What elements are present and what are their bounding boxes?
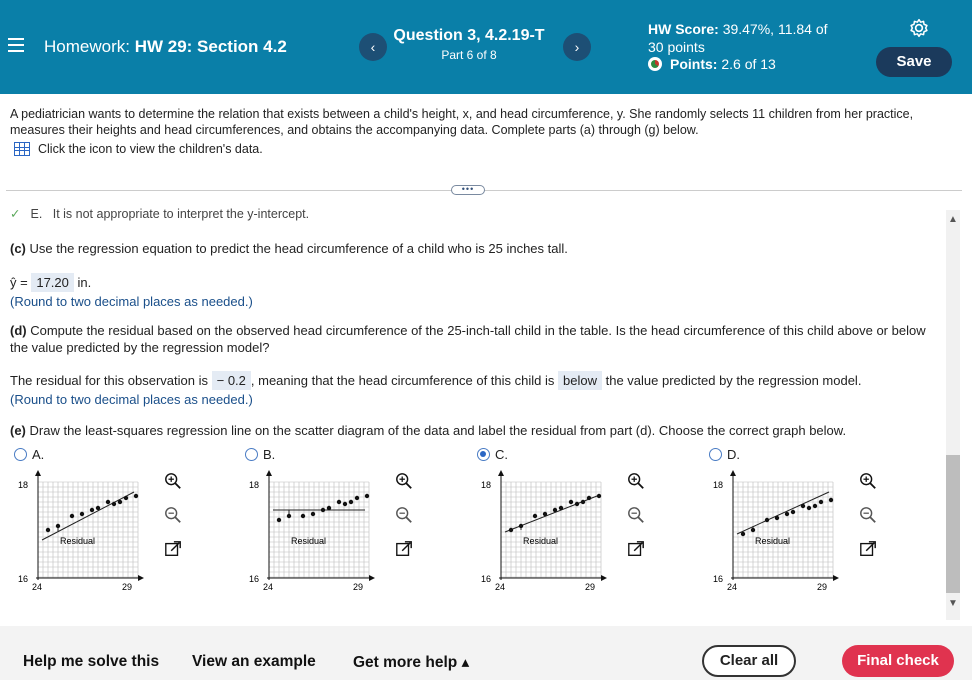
yhat-answer-field[interactable]: 17.20 (31, 273, 74, 292)
menu-icon[interactable] (8, 38, 24, 52)
y-top-label: 18 (713, 480, 724, 490)
zoom-out-icon[interactable] (859, 506, 877, 524)
zoom-in-icon[interactable] (627, 472, 645, 490)
check-icon: ✓ (10, 207, 21, 221)
scrollbar-thumb[interactable] (946, 455, 960, 593)
partial-credit-icon (648, 57, 662, 71)
expand-toggle-button[interactable]: ••• (451, 185, 485, 195)
option-b-letter: B. (263, 447, 276, 462)
part-c-text: Use the regression equation to predict the head circumference of a child who is 25 inches tall. (29, 241, 568, 256)
clear-all-button[interactable]: Clear all (702, 645, 796, 677)
zoom-out-icon[interactable] (627, 506, 645, 524)
settings-gear-icon[interactable] (909, 18, 929, 38)
open-external-icon[interactable] (395, 540, 413, 558)
scroll-up-arrow-icon[interactable]: ▲ (948, 214, 958, 225)
get-more-help-link[interactable]: Get more help ▴ (353, 654, 470, 671)
option-a-letter: A. (32, 447, 45, 462)
residual-mid: , meaning that the head circumference of this child is (250, 373, 555, 388)
chevron-left-icon: ‹ (370, 39, 376, 55)
option-text: It is not appropriate to interpret the y-intercept. (52, 207, 310, 221)
scatter-graph-b[interactable] (245, 468, 375, 598)
x-right-label: 29 (585, 582, 596, 592)
residual-answer-field[interactable]: − 0.2 (212, 371, 251, 390)
zoom-in-icon[interactable] (164, 472, 182, 490)
footer-bar (0, 626, 972, 680)
option-c-letter: C. (495, 447, 508, 462)
part-d-text: Compute the residual based on the observed head circumference of the 25-inch-tall child in the table. Is the head circumference of this child above or below the value predicted by the regression model? (10, 323, 926, 355)
y-bottom-label: 16 (713, 574, 724, 584)
score-value: 39.47%, 11.84 of (722, 21, 828, 37)
previous-question-button[interactable] (359, 33, 387, 61)
residual-prefix: The residual for this observation is (10, 373, 208, 388)
yhat-symbol: ŷ = (10, 275, 28, 290)
view-example-link[interactable]: View an example (192, 653, 316, 670)
help-me-solve-link[interactable]: Help me solve this (23, 653, 160, 670)
question-title: Question 3, 4.2.19-T (393, 27, 545, 44)
part-e-text: Draw the least-squares regression line on the scatter diagram of the data and label the residual from part (d). Choose the correct graph below. (29, 423, 847, 438)
x-left-label: 24 (32, 582, 43, 592)
option-b[interactable] (245, 447, 275, 462)
round-note-d: (Round to two decimal places as needed.) (10, 392, 253, 407)
radio-a[interactable] (14, 448, 27, 461)
residual-label: Residual (291, 536, 327, 546)
option-d[interactable] (709, 447, 740, 462)
residual-label: Residual (523, 536, 559, 546)
part-c-answer-row (10, 273, 91, 292)
zoom-in-icon[interactable] (395, 472, 413, 490)
option-c[interactable] (477, 447, 508, 462)
points-label: Points: (670, 56, 718, 72)
radio-b[interactable] (245, 448, 258, 461)
x-right-label: 29 (122, 582, 133, 592)
x-left-label: 24 (727, 582, 738, 592)
data-link-text[interactable]: Click the icon to view the children's data. (38, 142, 263, 156)
problem-statement: A pediatrician wants to determine the relation that exists between a child's height, x, and head circumference, y. She randomly selects 11 children from her practice, measures their heights and head circumferences, and obtains the accompanying data. Complete parts (a) through (g) below. (10, 107, 914, 137)
chevron-right-icon: › (574, 39, 580, 55)
radio-c[interactable] (477, 448, 490, 461)
option-letter: E. (30, 207, 43, 221)
zoom-out-icon[interactable] (164, 506, 182, 524)
x-right-label: 29 (817, 582, 828, 592)
residual-direction-dropdown[interactable]: below (558, 371, 602, 390)
homework-label: Homework: (44, 37, 130, 56)
part-d-answer-row (10, 371, 861, 390)
points-display (648, 55, 776, 72)
y-bottom-label: 16 (249, 574, 260, 584)
final-check-button[interactable]: Final check (842, 645, 954, 677)
homework-name: HW 29: Section 4.2 (134, 37, 287, 56)
part-c-label: (c) (10, 241, 26, 256)
x-right-label: 29 (353, 582, 364, 592)
yhat-unit: in. (77, 275, 92, 290)
scroll-down-arrow-icon[interactable]: ▼ (948, 598, 958, 609)
x-left-label: 24 (263, 582, 274, 592)
previous-option-e (10, 206, 309, 221)
radio-d[interactable] (709, 448, 722, 461)
zoom-in-icon[interactable] (859, 472, 877, 490)
scatter-graph-a[interactable] (14, 468, 144, 598)
header-bar (0, 0, 972, 94)
option-d-letter: D. (727, 447, 740, 462)
question-content (0, 200, 946, 620)
table-grid-icon[interactable] (14, 142, 30, 156)
residual-label: Residual (755, 536, 791, 546)
scatter-graph-c[interactable] (477, 468, 607, 598)
data-table-link[interactable] (14, 142, 263, 156)
scatter-graph-d[interactable] (709, 468, 839, 598)
part-e-prompt (10, 422, 846, 439)
residual-label: Residual (60, 536, 96, 546)
x-left-label: 24 (495, 582, 506, 592)
open-external-icon[interactable] (627, 540, 645, 558)
part-c-prompt (10, 240, 568, 257)
y-top-label: 18 (18, 480, 29, 490)
part-d-prompt (10, 322, 930, 356)
part-e-label: (e) (10, 423, 26, 438)
open-external-icon[interactable] (859, 540, 877, 558)
y-bottom-label: 16 (18, 574, 29, 584)
y-bottom-label: 16 (481, 574, 492, 584)
save-button[interactable]: Save (876, 47, 952, 77)
zoom-out-icon[interactable] (395, 506, 413, 524)
open-external-icon[interactable] (164, 540, 182, 558)
points-value: 2.6 of 13 (721, 56, 776, 72)
score-total: 30 points (648, 39, 705, 55)
residual-suffix: the value predicted by the regression model. (605, 373, 862, 388)
option-a[interactable] (14, 447, 44, 462)
hw-score (648, 20, 828, 56)
next-question-button[interactable] (563, 33, 591, 61)
round-note-c: (Round to two decimal places as needed.) (10, 294, 253, 309)
y-top-label: 18 (249, 480, 260, 490)
score-label: HW Score: (648, 21, 719, 37)
y-top-label: 18 (481, 480, 492, 490)
part-d-label: (d) (10, 323, 27, 338)
homework-title (44, 37, 287, 57)
question-part: Part 6 of 8 (441, 48, 497, 62)
